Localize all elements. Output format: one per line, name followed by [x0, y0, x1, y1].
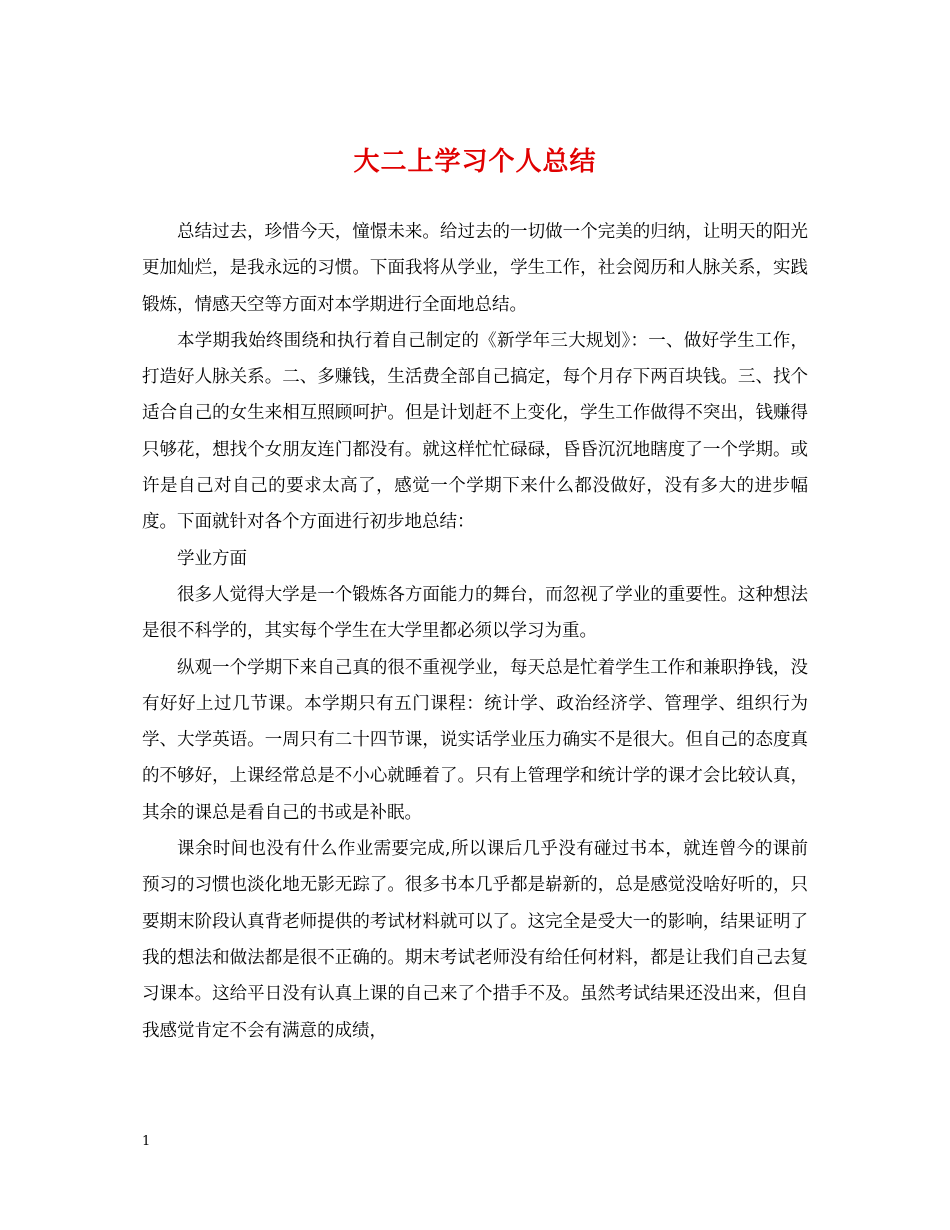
paragraph-after-class: 课余时间也没有什么作业需要完成,所以课后几乎没有碰过书本，就连曾今的课前预习的习惯也淡化地无影无踪了。很多书本几乎都是崭新的，总是感觉没啥好听的，只要期末阶段认真背老师提供的考试材料就可以了。这完全是受大一的影响，结果证明了我的想法和做法都是很不正确的。期末考试老师没有给任何材料，都是让我们自己去复习课本。这给平日没有认真上课的自己来了个措手不及。虽然考试结果还没出来，但自我感觉肯定不会有满意的成绩， — [142, 839, 808, 1041]
page-number: 1 — [142, 1134, 151, 1149]
paragraph-intro: 总结过去，珍惜今天，憧憬未来。给过去的一切做一个完美的归纳，让明天的阳光更加灿烂，是我永远的习惯。下面我将从学业，学生工作，社会阅历和人脉关系，实践锻炼，情感天空等方面对本学期进行全面地总结。 — [142, 222, 808, 315]
document-title: 大二上学习个人总结 — [353, 147, 597, 177]
section-heading-academics: 学业方面 — [177, 548, 247, 569]
document-body — [142, 214, 808, 1049]
paragraph-academics-view: 很多人觉得大学是一个锻炼各方面能力的舞台，而忽视了学业的重要性。这种想法是很不科学的，其实每个学生在大学里都必须以学习为重。 — [142, 584, 808, 642]
paragraph-academics-review: 纵观一个学期下来自己真的很不重视学业，每天总是忙着学生工作和兼职挣钱，没有好好上过几节课。本学期只有五门课程：统计学、政治经济学、管理学、组织行为学、大学英语。一周只有二十四节课，说实话学业压力确实不是很大。但自己的态度真的不够好，上课经常总是不小心就睡着了。只有上管理学和统计学的课才会比较认真，其余的课总是看自己的书或是补眠。 — [142, 657, 808, 823]
paragraph-plan: 本学期我始终围绕和执行着自己制定的《新学年三大规划》：一、做好学生工作，打造好人脉关系。二、多赚钱，生活费全部自己搞定，每个月存下两百块钱。三、找个适合自己的女生来相互照顾呵护。但是计划赶不上变化，学生工作做得不突出，钱赚得只够花，想找个女朋友连门都没有。就这样忙忙碌碌，昏昏沉沉地瞎度了一个学期。或许是自己对自己的要求太高了，感觉一个学期下来什么都没做好，没有多大的进步幅度。下面就针对各个方面进行初步地总结： — [142, 330, 808, 533]
